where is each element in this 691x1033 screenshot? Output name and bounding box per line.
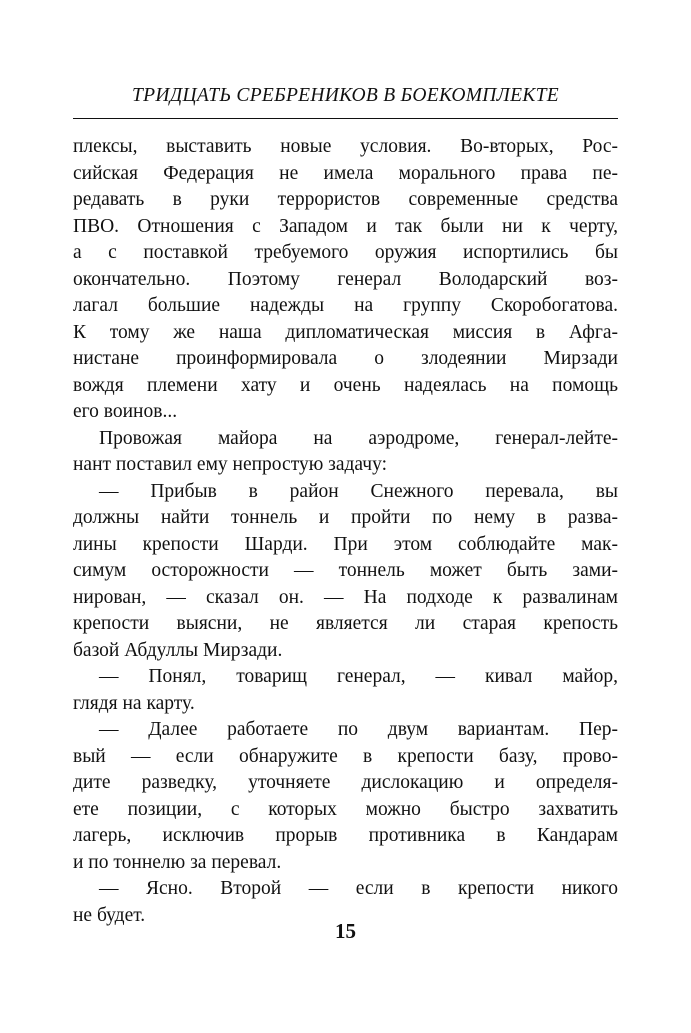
text-line: ПВО. Отношения с Западом и так были ни к черту, [73,215,618,237]
text-line: лагерь, исключив прорыв противника в Кандарам [73,825,618,846]
text-line: его воинов... [73,401,178,422]
dialogue-paragraph [73,717,618,876]
paragraph [73,134,618,426]
text-line: лагал большие надежды на группу Скоробогатова. [73,295,618,316]
text-line: сийская Федерация не имела морального права пе- [73,162,618,184]
text-line: редавать в руки террористов современные средства [73,189,618,210]
text-line: — Ясно. Второй — если в крепости никого [99,878,618,899]
text-line: симум осторожности — тоннель может быть зами- [73,560,618,581]
text-line: — Далее работаете по двум вариантам. Пер- [99,719,618,740]
text-line: а с поставкой требуемого оружия испортились бы [73,242,618,263]
text-line: и по тоннелю за перевал. [73,851,282,873]
text-line: нирован, — сказал он. — На подходе к развалинам [73,586,618,608]
text-line: плексы, выставить новые условия. Во-вторых, Рос- [73,136,618,157]
text-line: — Понял, товарищ генерал, — кивал майор, [99,666,618,687]
text-line: вый — если обнаружите в крепости базу, прово- [73,745,618,767]
text-line: нистане проинформировала о злодеянии Мирзади [73,348,618,369]
body-text [73,134,618,929]
text-line: ете позиции, с которых можно быстро захватить [73,798,618,820]
text-line: крепости выясни, не является ли старая крепость [73,613,618,634]
header-rule [73,118,618,119]
text-line: Провожая майора на аэродроме, генерал-лейте- [99,427,618,449]
text-line: вождя племени хату и очень надеялась на помощь [73,374,618,396]
text-line: не будет. [73,904,146,926]
text-line: базой Абдуллы Мирзади. [73,639,283,661]
text-line: глядя на карту. [73,692,195,714]
text-line: нант поставил ему непростую задачу: [73,454,388,475]
text-line: — Прибыв в район Снежного перевала, вы [99,480,618,502]
running-header-title: ТРИДЦАТЬ СРЕБРЕНИКОВ В БОЕКОМПЛЕКТЕ [132,85,559,106]
text-line: должны найти тоннель и пройти по нему в разва- [73,507,618,528]
page-number: 15 [335,919,356,943]
paragraph [73,426,618,479]
text-line: К тому же наша дипломатическая миссия в Афга- [73,321,618,343]
dialogue-paragraph [73,664,618,717]
text-line: дите разведку, уточняете дислокацию и определя- [73,772,618,793]
dialogue-paragraph [73,479,618,665]
text-line: окончательно. Поэтому генерал Володарский воз- [73,268,618,290]
text-line: лины крепости Шарди. При этом соблюдайте мак- [73,533,618,555]
